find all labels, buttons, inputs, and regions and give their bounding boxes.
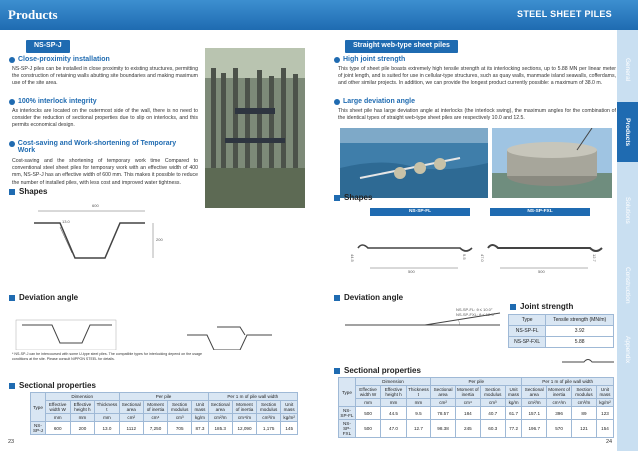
- side-tab-construction[interactable]: Construction: [624, 266, 631, 304]
- fxl-width-dimension: 500: [538, 269, 545, 274]
- table-cell: 1112: [119, 422, 143, 435]
- table-cell: 60.3: [480, 420, 505, 438]
- unit-header: mm: [45, 414, 70, 422]
- bullet-icon: [9, 99, 15, 105]
- table-row: [509, 337, 614, 348]
- column-header: Unit mass: [505, 386, 522, 399]
- table-cell: 78.57: [431, 407, 456, 420]
- table-cell: 123: [596, 407, 613, 420]
- top-bar: [0, 0, 638, 30]
- table-cell: 196.7: [522, 420, 547, 438]
- table-cell: 7,250: [143, 422, 167, 435]
- table-cell: 1,175: [257, 422, 281, 435]
- width-dimension: 600: [92, 203, 99, 208]
- row-type: NS-SP-FL: [340, 408, 354, 418]
- ns-sp-fxl-label: NS-SP-FXL: [490, 208, 590, 216]
- row-type: NS-SP-FXL: [339, 420, 356, 438]
- unit-header: cm³/m: [257, 414, 281, 422]
- sectional-heading: Sectional properties: [334, 366, 421, 375]
- table-cell: 87.3: [192, 422, 208, 435]
- table-cell: 184: [455, 407, 480, 420]
- table-cell: 77.2: [505, 420, 522, 438]
- per-wall-group-header: Per 1 m of pile wall width: [522, 378, 614, 386]
- column-header: Sectional area: [208, 401, 232, 414]
- feature-text: As interlocks are located on the outermost side of the wall, there is no need to consider the reduction of sectional properties due to slip on interlocks, and this permits economical design.: [12, 108, 198, 129]
- unit-header: cm³: [480, 399, 505, 407]
- row-type: NS-SP-J: [31, 422, 46, 435]
- table-cell: 40.7: [480, 407, 505, 420]
- sectional-properties-table: [338, 377, 614, 438]
- table-cell: 13.0: [95, 422, 119, 435]
- shapes-heading: Shapes: [334, 193, 372, 202]
- type-header: Type: [339, 378, 356, 407]
- per-pile-group-header: Per pile: [431, 378, 522, 386]
- deviation-note: NS-SP-FL: θ ≤ 10.0° NS-SP-FXL: θ ≤ 12.5°: [456, 307, 496, 317]
- column-header: Section modulus: [480, 386, 505, 399]
- table-cell: 9.5: [406, 407, 430, 420]
- joint-diagram: [560, 352, 616, 370]
- table-cell: 570: [547, 420, 572, 438]
- heading-square-icon: [9, 383, 15, 389]
- unit-header: cm²/m: [208, 414, 232, 422]
- unit-header: kg/m: [192, 414, 208, 422]
- fl-thickness-dimension: 9.5: [462, 254, 467, 260]
- table-cell: 47.0: [381, 420, 406, 438]
- sectional-properties-table: [30, 392, 298, 435]
- feature-title: High joint strength: [334, 56, 405, 63]
- deviation-note: * NS-SP-J can be intercoursed with some U-type steel piles. The compatible types for interlocking depend on the usage conditions at the site. Please consult NIPPON STEEL for details.: [12, 352, 202, 361]
- feature-title: Cost-saving and Work-shortening of Temporary Work: [9, 140, 189, 154]
- table-cell: 98.38: [431, 420, 456, 438]
- unit-header: mm: [406, 399, 430, 407]
- column-header: Effective width W: [45, 401, 70, 414]
- bullet-icon: [334, 57, 340, 63]
- feature-text: This sheet pile has large deviation angle at interlocks (the interlock swing), the maximum angles for the combination of the identical types of straight web-type sheet piles are respectively 10.0 and 12.5.: [338, 108, 616, 122]
- unit-header: cm²: [119, 414, 143, 422]
- heading-square-icon: [334, 368, 340, 374]
- table-cell: 89: [572, 407, 597, 420]
- dimension-group-header: Dimension: [355, 378, 430, 386]
- ns-sp-fl-label: NS-SP-FL: [370, 208, 470, 216]
- column-header: Thickness t: [96, 402, 118, 412]
- row-type: NS-SP-FXL: [509, 337, 546, 348]
- type-header: Type: [31, 393, 46, 422]
- fxl-height-dimension: 47.0: [480, 254, 485, 262]
- feature-title: Close-proximity installation: [9, 56, 110, 63]
- unit-header: cm⁴/m: [232, 414, 256, 422]
- table-cell: 185.3: [208, 422, 232, 435]
- column-header: Moment of inertia: [548, 387, 570, 397]
- column-header: Type: [509, 315, 546, 326]
- table-cell: 396: [547, 407, 572, 420]
- table-cell: 157.1: [522, 407, 547, 420]
- column-header: Section modulus: [572, 386, 597, 399]
- column-header: Moment of inertia: [232, 401, 256, 414]
- construction-photo: [205, 48, 305, 208]
- joint-strength-heading: Joint strength: [510, 302, 573, 311]
- table-cell: 154: [596, 420, 613, 438]
- table-cell: 245: [455, 420, 480, 438]
- unit-header: cm³/m: [572, 399, 597, 407]
- column-header: Effective height h: [70, 401, 95, 414]
- page-number-right: 24: [606, 439, 613, 445]
- unit-header: cm⁴: [455, 399, 480, 407]
- unit-header: mm: [95, 414, 119, 422]
- table-cell: 121: [572, 420, 597, 438]
- side-tab-general[interactable]: General: [624, 58, 631, 82]
- per-pile-group-header: Per pile: [119, 393, 208, 401]
- feature-text: This type of sheet pile boasts extremely high tensile strength at its interlocking sections, up to 5.88 MN per linear meter of joint length, and is suited for use in cellular-type structures, such as quay walls, manmade island seawalls, cofferdams, and other similar projects. In addition, we can provide the longest product currently possible: a maximum of 38.0 m.: [338, 66, 616, 87]
- cell-structure-photo: [492, 128, 612, 198]
- feature-text: NS-SP-J piles can be installed in close proximity to existing structures, permitting the construction of retaining walls abutting site boundaries and making maximum use of the site area.: [12, 66, 198, 87]
- table-cell: 705: [168, 422, 192, 435]
- column-header: Unit mass: [192, 401, 208, 414]
- feature-title: Large deviation angle: [334, 98, 415, 105]
- table-row: [339, 407, 614, 420]
- side-tab-appendix[interactable]: Appendix: [624, 336, 631, 364]
- table-cell: 600: [45, 422, 70, 435]
- deviation-heading: Deviation angle: [334, 293, 403, 302]
- unit-header: mm: [70, 414, 95, 422]
- fl-height-dimension: 44.5: [350, 254, 355, 262]
- aerial-photo: [340, 128, 488, 198]
- column-header: Tensile strength (MN/m): [546, 315, 614, 326]
- unit-header: cm²/m: [522, 399, 547, 407]
- deviation-heading: Deviation angle: [9, 293, 78, 302]
- unit-header: kg/m²: [596, 399, 613, 407]
- page-title: Products: [8, 7, 58, 22]
- row-type: NS-SP-FL: [509, 326, 546, 337]
- column-header: Thickness t: [408, 387, 429, 397]
- table-row: [509, 326, 614, 337]
- feature-text: Cost-saving and the shortening of temporary work time Compared to conventional steel sheet piles for temporary work with an effective width of 400 mm, NS-SP-J has an effective width of 600 mm. This makes it possible to reduce the number of installed piles, with less cost and improved water tightness.: [12, 158, 198, 186]
- column-header: Section modulus: [168, 401, 192, 414]
- feature-title: 100% interlock integrity: [9, 98, 97, 105]
- side-tab-products[interactable]: Products: [617, 102, 638, 162]
- table-cell: 61.7: [505, 407, 522, 420]
- column-header: Moment of inertia: [457, 387, 479, 397]
- table-cell: 500: [355, 407, 380, 420]
- unit-header: mm: [355, 399, 380, 407]
- left-product-pill: NS-SP-J: [26, 40, 70, 53]
- column-header: Unit mass: [596, 386, 613, 399]
- shapes-heading: Shapes: [9, 187, 47, 196]
- bullet-icon: [334, 99, 340, 105]
- table-cell: 12.7: [406, 420, 430, 438]
- unit-header: cm⁴/m: [547, 399, 572, 407]
- side-tab-solutions[interactable]: Solutions: [624, 196, 631, 224]
- table-row: [339, 420, 614, 438]
- joint-strength-table: [508, 314, 614, 348]
- column-header: Unit mass: [281, 401, 298, 414]
- ns-sp-j-shape-diagram: [20, 203, 170, 273]
- thickness-dimension: 13.0: [62, 219, 70, 224]
- table-row: [31, 422, 298, 435]
- height-dimension: 200: [156, 237, 163, 242]
- unit-header: mm: [381, 399, 406, 407]
- ns-sp-fxl-shape-diagram: [480, 218, 610, 278]
- column-header: Section modulus: [257, 401, 281, 414]
- column-header: Effective width W: [355, 386, 380, 399]
- bullet-icon: [9, 57, 15, 63]
- side-tabs: [617, 30, 638, 451]
- unit-header: kg/m: [505, 399, 522, 407]
- column-header: Effective height h: [381, 386, 406, 399]
- table-cell: 500: [355, 420, 380, 438]
- heading-square-icon: [9, 295, 15, 301]
- table-cell: 3.92: [546, 326, 614, 337]
- unit-header: cm²: [431, 399, 456, 407]
- column-header: Sectional area: [431, 386, 456, 399]
- heading-square-icon: [334, 195, 340, 201]
- dimension-group-header: Dimension: [45, 393, 119, 401]
- fxl-thickness-dimension: 12.7: [592, 254, 597, 262]
- unit-header: cm⁴: [143, 414, 167, 422]
- table-cell: 145: [281, 422, 298, 435]
- section-title: STEEL SHEET PILES: [517, 9, 612, 19]
- heading-square-icon: [334, 295, 340, 301]
- heading-square-icon: [9, 189, 15, 195]
- bullet-icon: [9, 141, 15, 147]
- column-header: Moment of inertia: [143, 401, 167, 414]
- sectional-heading: Sectional properties: [9, 381, 96, 390]
- deviation-diagram: [12, 305, 302, 350]
- unit-header: kg/m²: [281, 414, 298, 422]
- page-number-left: 23: [8, 439, 15, 445]
- column-header: Sectional area: [119, 401, 143, 414]
- table-cell: 12,090: [232, 422, 256, 435]
- right-product-pill: Straight web-type sheet piles: [345, 40, 458, 53]
- table-cell: 44.5: [381, 407, 406, 420]
- per-wall-group-header: Per 1 m of pile wall width: [208, 393, 297, 401]
- table-cell: 5.88: [546, 337, 614, 348]
- heading-square-icon: [510, 304, 516, 310]
- table-cell: 200: [70, 422, 95, 435]
- fl-width-dimension: 500: [408, 269, 415, 274]
- ns-sp-fl-shape-diagram: [350, 218, 480, 278]
- unit-header: cm³: [168, 414, 192, 422]
- column-header: Sectional area: [522, 386, 547, 399]
